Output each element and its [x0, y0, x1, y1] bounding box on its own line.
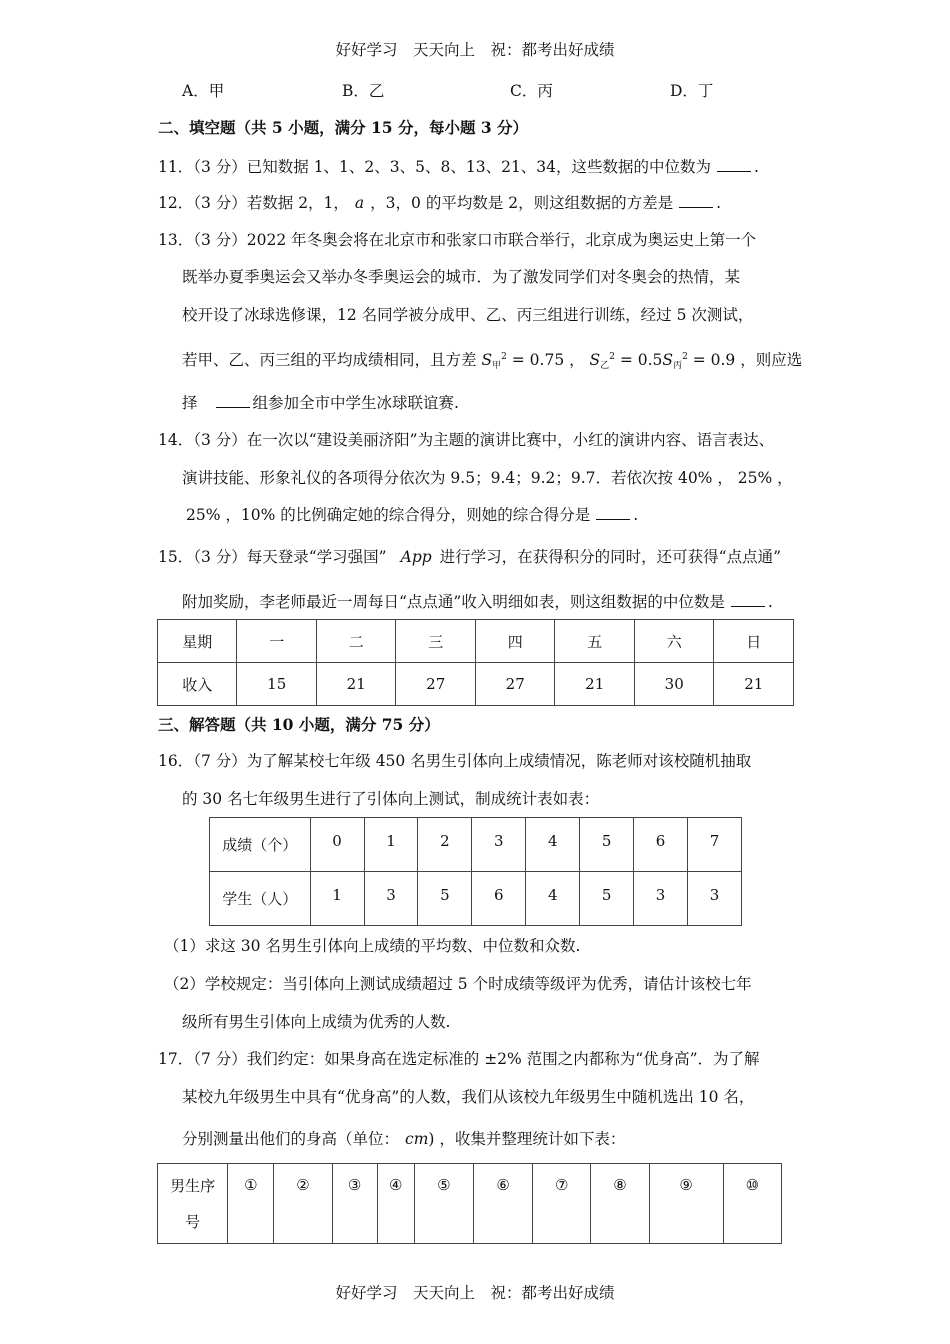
answer-blank [216, 392, 250, 408]
square: 2 [682, 352, 688, 362]
table-cell: 五 [555, 620, 635, 663]
q17-line3-pre: 分别测量出他们的身高（单位： [182, 1130, 400, 1148]
option-b: B．乙 [342, 82, 385, 100]
variance-yi-value: = 0.5 [614, 351, 663, 369]
unit-cm: cm [405, 1130, 429, 1148]
q15-line1 [158, 546, 781, 568]
answer-blank [679, 192, 713, 208]
option-a: A．甲 [182, 82, 225, 100]
table-label-line2: 号 [185, 1212, 201, 1231]
q13-line5-pre: 择 [182, 394, 198, 412]
page-footer: 好好学习 天天向上 祝：都考出好成绩 [335, 1284, 615, 1302]
q14-line1: 14．（3 分）在一次以“建设美丽济阳”为主题的演讲比赛中，小红的演讲内容、语言表达、 [158, 431, 775, 449]
table-label-line1: 男生序 [170, 1176, 216, 1195]
answer-blank [717, 156, 751, 172]
table-cell: 5 [418, 872, 472, 926]
q13-line3: 校开设了冰球选修课，12 名同学被分成甲、乙、丙三组进行训练，经过 5 次测试， [182, 306, 754, 324]
page-header: 好好学习 天天向上 祝：都考出好成绩 [335, 41, 615, 59]
sub-bing: 丙 [673, 361, 683, 371]
q16-line2: 的 30 名七年级男生进行了引体向上测试，制成统计表如表： [182, 790, 600, 808]
table-cell: ② [274, 1164, 332, 1244]
q17-line1: 17．（7 分）我们约定：如果身高在选定标准的 ±2% 范围之内都称为“优身高”．为了解 [158, 1050, 760, 1068]
variance-symbol: S [589, 351, 601, 369]
table-cell: 21 [555, 663, 635, 706]
table-cell: 六 [634, 620, 714, 663]
table-cell: 15 [237, 663, 317, 706]
q14-line3-text: 25% ，10% 的比例确定她的综合得分，则她的综合得分是 [186, 506, 591, 524]
q16-part2-line1: （2）学校规定：当引体向上测试成绩超过 5 个时成绩等级评为优秀，请估计该校七年 [164, 975, 752, 993]
answer-blank [596, 504, 630, 520]
table-cell: 21 [316, 663, 396, 706]
table-cell: 3 [634, 872, 688, 926]
table-cell: 21 [714, 663, 794, 706]
q17-line3-post: ) ，收集并整理统计如下表： [428, 1130, 626, 1148]
table-cell: 二 [316, 620, 396, 663]
table-cell: ⑥ [473, 1164, 532, 1244]
table-cell: 2 [418, 818, 472, 872]
table-cell: ⑩ [723, 1164, 781, 1244]
q11-end: . [754, 158, 759, 176]
q12-post: ，3，0 的平均数是 2，则这组数据的方差是 [370, 194, 674, 212]
q13-line5 [182, 392, 459, 414]
table-cell: 3 [688, 872, 742, 926]
table-cell: 1 [310, 872, 364, 926]
q15-end: . [767, 593, 773, 611]
table-cell: 1 [364, 818, 418, 872]
table-cell: 日 [714, 620, 794, 663]
q15-line2 [182, 591, 773, 613]
table-cell: 成绩（个） [210, 818, 311, 872]
table-cell: 3 [472, 818, 526, 872]
table-cell: 4 [526, 818, 580, 872]
table-cell: ① [228, 1164, 274, 1244]
table-cell: 一 [237, 620, 317, 663]
table-cell [158, 1164, 228, 1244]
table-cell: ③ [332, 1164, 377, 1244]
q14-end: . [633, 506, 639, 524]
variance-jia-value: = 0.75 ， [506, 351, 585, 369]
question-11 [158, 156, 759, 178]
table-cell: 四 [475, 620, 555, 663]
table-cell: 0 [310, 818, 364, 872]
q17-line2: 某校九年级男生中具有“优身高”的人数，我们从该校九年级男生中随机选出 10 名， [182, 1088, 755, 1106]
sub-jia: 甲 [492, 361, 502, 371]
q13-line5-post: 组参加全市中学生冰球联谊赛. [252, 394, 459, 412]
q13-line4 [182, 346, 802, 377]
option-c: C．丙 [510, 82, 553, 100]
q15-line1-post: 进行学习，在获得积分的同时，还可获得“点点通” [439, 548, 782, 566]
section2-title: 二、填空题（共 5 小题，满分 15 分，每小题 3 分） [158, 118, 529, 137]
q14-line2: 演讲技能、形象礼仪的各项得分依次为 9.5；9.4；9.2；9.7．若依次按 40% ， 25% ， [182, 469, 793, 487]
table-cell: 学生（人） [210, 872, 311, 926]
variance-symbol: S [481, 351, 493, 369]
q15-line1-pre: 15．（3 分）每天登录“学习强国” [158, 548, 387, 566]
table-cell: 星期 [158, 620, 237, 663]
q17-line3 [182, 1128, 625, 1150]
table-cell: ⑧ [591, 1164, 649, 1244]
table-cell: 27 [475, 663, 555, 706]
table-cell: 4 [526, 872, 580, 926]
table-cell: ⑦ [533, 1164, 591, 1244]
q17-height-table [157, 1163, 782, 1244]
table-cell: ④ [377, 1164, 414, 1244]
square: 2 [501, 352, 507, 362]
q11-text: 11．（3 分）已知数据 1、1、2、3、5、8、13、21、34，这些数据的中位数为 [158, 158, 712, 176]
table-cell: 5 [580, 818, 634, 872]
q12-variable: a [354, 194, 365, 212]
variance-bing-value: = 0.9 ，则应选 [687, 351, 803, 369]
table-cell: 7 [688, 818, 742, 872]
q16-line1: 16．（7 分）为了解某校七年级 450 名男生引体向上成绩情况，陈老师对该校随机抽取 [158, 752, 752, 770]
q14-line3 [186, 504, 638, 526]
q12-pre: 12．（3 分）若数据 2，1， [158, 194, 349, 212]
q13-line4-pre: 若甲、乙、丙三组的平均成绩相同，且方差 [182, 351, 477, 369]
square: 2 [609, 352, 615, 362]
answer-blank [731, 591, 765, 607]
q15-income-table [157, 619, 794, 706]
sub-yi: 乙 [600, 361, 610, 371]
table-cell: 3 [364, 872, 418, 926]
q13-line2: 既举办夏季奥运会又举办冬季奥运会的城市．为了激发同学们对冬奥会的热情，某 [182, 268, 741, 286]
variance-symbol: S [662, 351, 674, 369]
table-cell: 6 [634, 818, 688, 872]
q13-line1: 13．（3 分）2022 年冬奥会将在北京市和张家口市联合举行，北京成为奥运史上第一个 [158, 231, 757, 249]
app-word: App [400, 548, 432, 566]
q16-score-table [209, 817, 742, 926]
table-cell: 27 [396, 663, 476, 706]
q16-part1: （1）求这 30 名男生引体向上成绩的平均数、中位数和众数. [164, 937, 581, 955]
section3-title: 三、解答题（共 10 小题，满分 75 分） [158, 715, 440, 734]
table-cell: 收入 [158, 663, 237, 706]
q16-part2-line2: 级所有男生引体向上成绩为优秀的人数. [182, 1013, 451, 1031]
table-cell: ⑤ [414, 1164, 473, 1244]
question-12 [158, 192, 721, 214]
q12-end: . [716, 194, 722, 212]
option-d: D．丁 [670, 82, 714, 100]
table-cell: 三 [396, 620, 476, 663]
table-cell: ⑨ [649, 1164, 723, 1244]
table-cell: 5 [580, 872, 634, 926]
table-cell: 6 [472, 872, 526, 926]
q15-line2-text: 附加奖励，李老师最近一周每日“点点通”收入明细如表，则这组数据的中位数是 [182, 593, 725, 611]
table-cell: 30 [634, 663, 714, 706]
